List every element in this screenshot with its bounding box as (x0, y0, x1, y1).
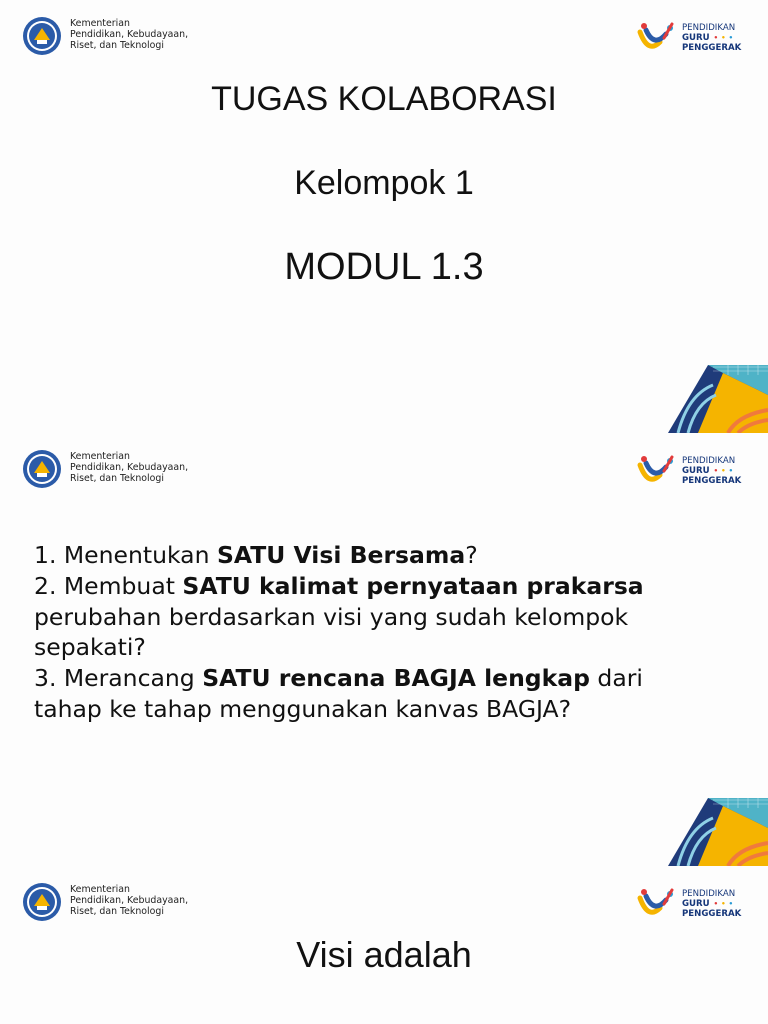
kemendikbud-logo (22, 449, 188, 489)
kemendikbud-logo (22, 16, 188, 56)
ministry-line-3: Riset, dan Teknologi (70, 906, 164, 917)
kemendikbud-text (70, 451, 188, 484)
q2-prefix: 2. Membuat (34, 571, 183, 600)
tut-wuri-handayani-logo-icon (22, 16, 62, 56)
q2-emphasis: SATU kalimat pernyataan prakarsa (182, 571, 644, 600)
tut-wuri-handayani-logo-icon (22, 882, 62, 922)
guru-penggerak-text (682, 889, 741, 919)
ministry-line-1: Kementerian (70, 18, 130, 29)
kemendikbud-text (70, 884, 188, 917)
module-name: MODUL 1.3 (284, 246, 484, 288)
pgp-line-3: PENGGERAK (682, 43, 742, 53)
question-1 (34, 540, 734, 571)
pgp-line-2: GURU (682, 466, 710, 476)
guru-penggerak-logo (636, 20, 741, 56)
q1-suffix: ? (465, 541, 478, 569)
pgp-line-3: PENGGERAK (682, 909, 742, 919)
pgp-line-1: PENDIDIKAN (682, 23, 736, 33)
ministry-line-3: Riset, dan Teknologi (70, 473, 164, 484)
guru-penggerak-text (682, 456, 741, 486)
tut-wuri-handayani-logo-icon (22, 449, 62, 489)
dots-icon: ••• (713, 34, 737, 42)
guru-penggerak-logo (636, 886, 741, 922)
q3-prefix: 3. Merancang (34, 664, 203, 693)
question-2-line-2: perubahan berdasarkan visi yang sudah kelompok (34, 602, 629, 631)
q3-suffix: dari (589, 664, 643, 693)
slide-questions (0, 433, 768, 866)
guru-penggerak-text (682, 23, 741, 53)
question-2 (34, 571, 734, 602)
dots-icon: ••• (713, 900, 737, 908)
dots-icon: ••• (713, 467, 737, 475)
ministry-line-3: Riset, dan Teknologi (70, 40, 164, 51)
q3-emphasis: SATU rencana BAGJA lengkap (202, 664, 590, 693)
guru-penggerak-logo-icon (636, 886, 676, 922)
corner-pattern-decoration (668, 365, 768, 433)
guru-penggerak-logo (636, 453, 741, 489)
ministry-line-2: Pendidikan, Kebudayaan, (70, 29, 189, 40)
ministry-line-1: Kementerian (70, 451, 130, 462)
guru-penggerak-logo-icon (636, 453, 676, 489)
pgp-line-1: PENDIDIKAN (682, 889, 736, 899)
q1-emphasis: SATU Visi Bersama (216, 541, 466, 569)
pgp-line-2: GURU (682, 899, 710, 909)
ministry-line-2: Pendidikan, Kebudayaan, (70, 895, 189, 906)
kemendikbud-text (70, 18, 188, 51)
kemendikbud-logo (22, 882, 188, 922)
questions-list (34, 540, 734, 725)
question-2-line-3: sepakati? (34, 633, 146, 662)
slide-title (0, 0, 768, 433)
guru-penggerak-logo-icon (636, 20, 676, 56)
slide-vision (0, 866, 768, 1024)
slide-title-heading: TUGAS KOLABORASI (211, 80, 557, 118)
ministry-line-1: Kementerian (70, 884, 130, 895)
corner-pattern-decoration (668, 798, 768, 866)
vision-heading: Visi adalah (296, 934, 472, 975)
q1-prefix: 1. Menentukan (34, 541, 217, 569)
pgp-line-3: PENGGERAK (682, 476, 742, 486)
ministry-line-2: Pendidikan, Kebudayaan, (70, 462, 189, 473)
question-3 (34, 663, 734, 694)
pgp-line-2: GURU (682, 33, 710, 43)
group-name: Kelompok 1 (294, 164, 474, 202)
question-3-line-2: tahap ke tahap menggunakan kanvas BAGJA? (34, 694, 572, 723)
pgp-line-1: PENDIDIKAN (682, 456, 736, 466)
